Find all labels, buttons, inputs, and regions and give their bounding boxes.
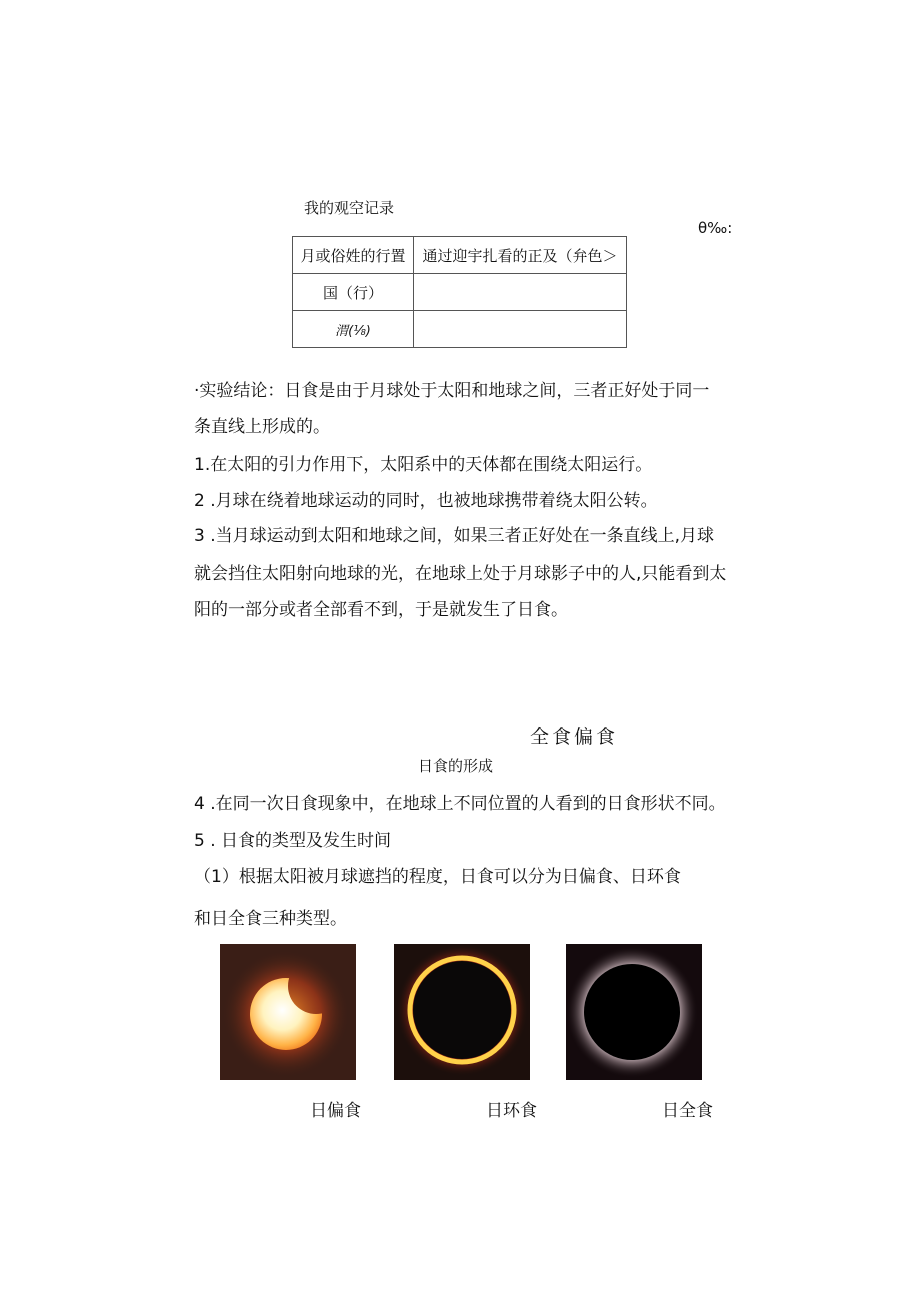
observation-table: [292, 236, 627, 348]
table-row: [293, 311, 627, 348]
table-header-cell: 通过迎宇扎看的正及（弁色＞: [414, 237, 627, 274]
annular-eclipse-caption: 日环食: [486, 1101, 537, 1121]
annular-eclipse-icon: [394, 944, 530, 1080]
table-cell: 国（行）: [293, 274, 414, 311]
table-row: [293, 274, 627, 311]
table-cell: 渭(⅛): [293, 311, 414, 348]
table-header-row: [293, 237, 627, 274]
corner-mark: θ‰:: [698, 219, 733, 237]
point-3-line-3: 阳的一部分或者全部看不到，于是就发生了日食。: [194, 600, 568, 620]
point-3-line-2: 就会挡住太阳射向地球的光，在地球上处于月球影子中的人,只能看到太: [194, 564, 727, 584]
table-header-cell: 月或俗姓的行置: [293, 237, 414, 274]
partial-eclipse-image: [220, 944, 356, 1080]
total-eclipse-image: [566, 944, 702, 1080]
annular-eclipse-image: [394, 944, 530, 1080]
partial-eclipse-caption: 日偏食: [310, 1101, 361, 1121]
sub-point-1-line-1: （1）根据太阳被月球遮挡的程度，日食可以分为日偏食、日环食: [194, 867, 681, 887]
total-eclipse-icon: [566, 944, 702, 1080]
point-2: 2 .月球在绕着地球运动的同时，也被地球携带着绕太阳公转。: [194, 491, 658, 511]
table-cell: [414, 274, 627, 311]
point-5: 5 . 日食的类型及发生时间: [194, 831, 392, 851]
table-cell: [414, 311, 627, 348]
total-eclipse-caption: 日全食: [662, 1101, 713, 1121]
point-4: 4 .在同一次日食现象中，在地球上不同位置的人看到的日食形状不同。: [194, 794, 726, 814]
diagram-labels: 全食偏食: [530, 726, 619, 748]
partial-eclipse-icon: [220, 944, 356, 1080]
diagram-caption: 日食的形成: [418, 757, 494, 775]
record-title: 我的观空记录: [304, 199, 395, 217]
conclusion-line-2: 条直线上形成的。: [194, 417, 330, 437]
sub-point-1-line-2: 和日全食三种类型。: [194, 909, 347, 929]
point-1: 1.在太阳的引力作用下，太阳系中的天体都在围绕太阳运行。: [194, 455, 653, 475]
point-3-line-1: 3 .当月球运动到太阳和地球之间，如果三者正好处在一条直线上,月球: [194, 526, 715, 546]
conclusion-line-1: ·实验结论：日食是由于月球处于太阳和地球之间，三者正好处于同一: [194, 381, 710, 401]
